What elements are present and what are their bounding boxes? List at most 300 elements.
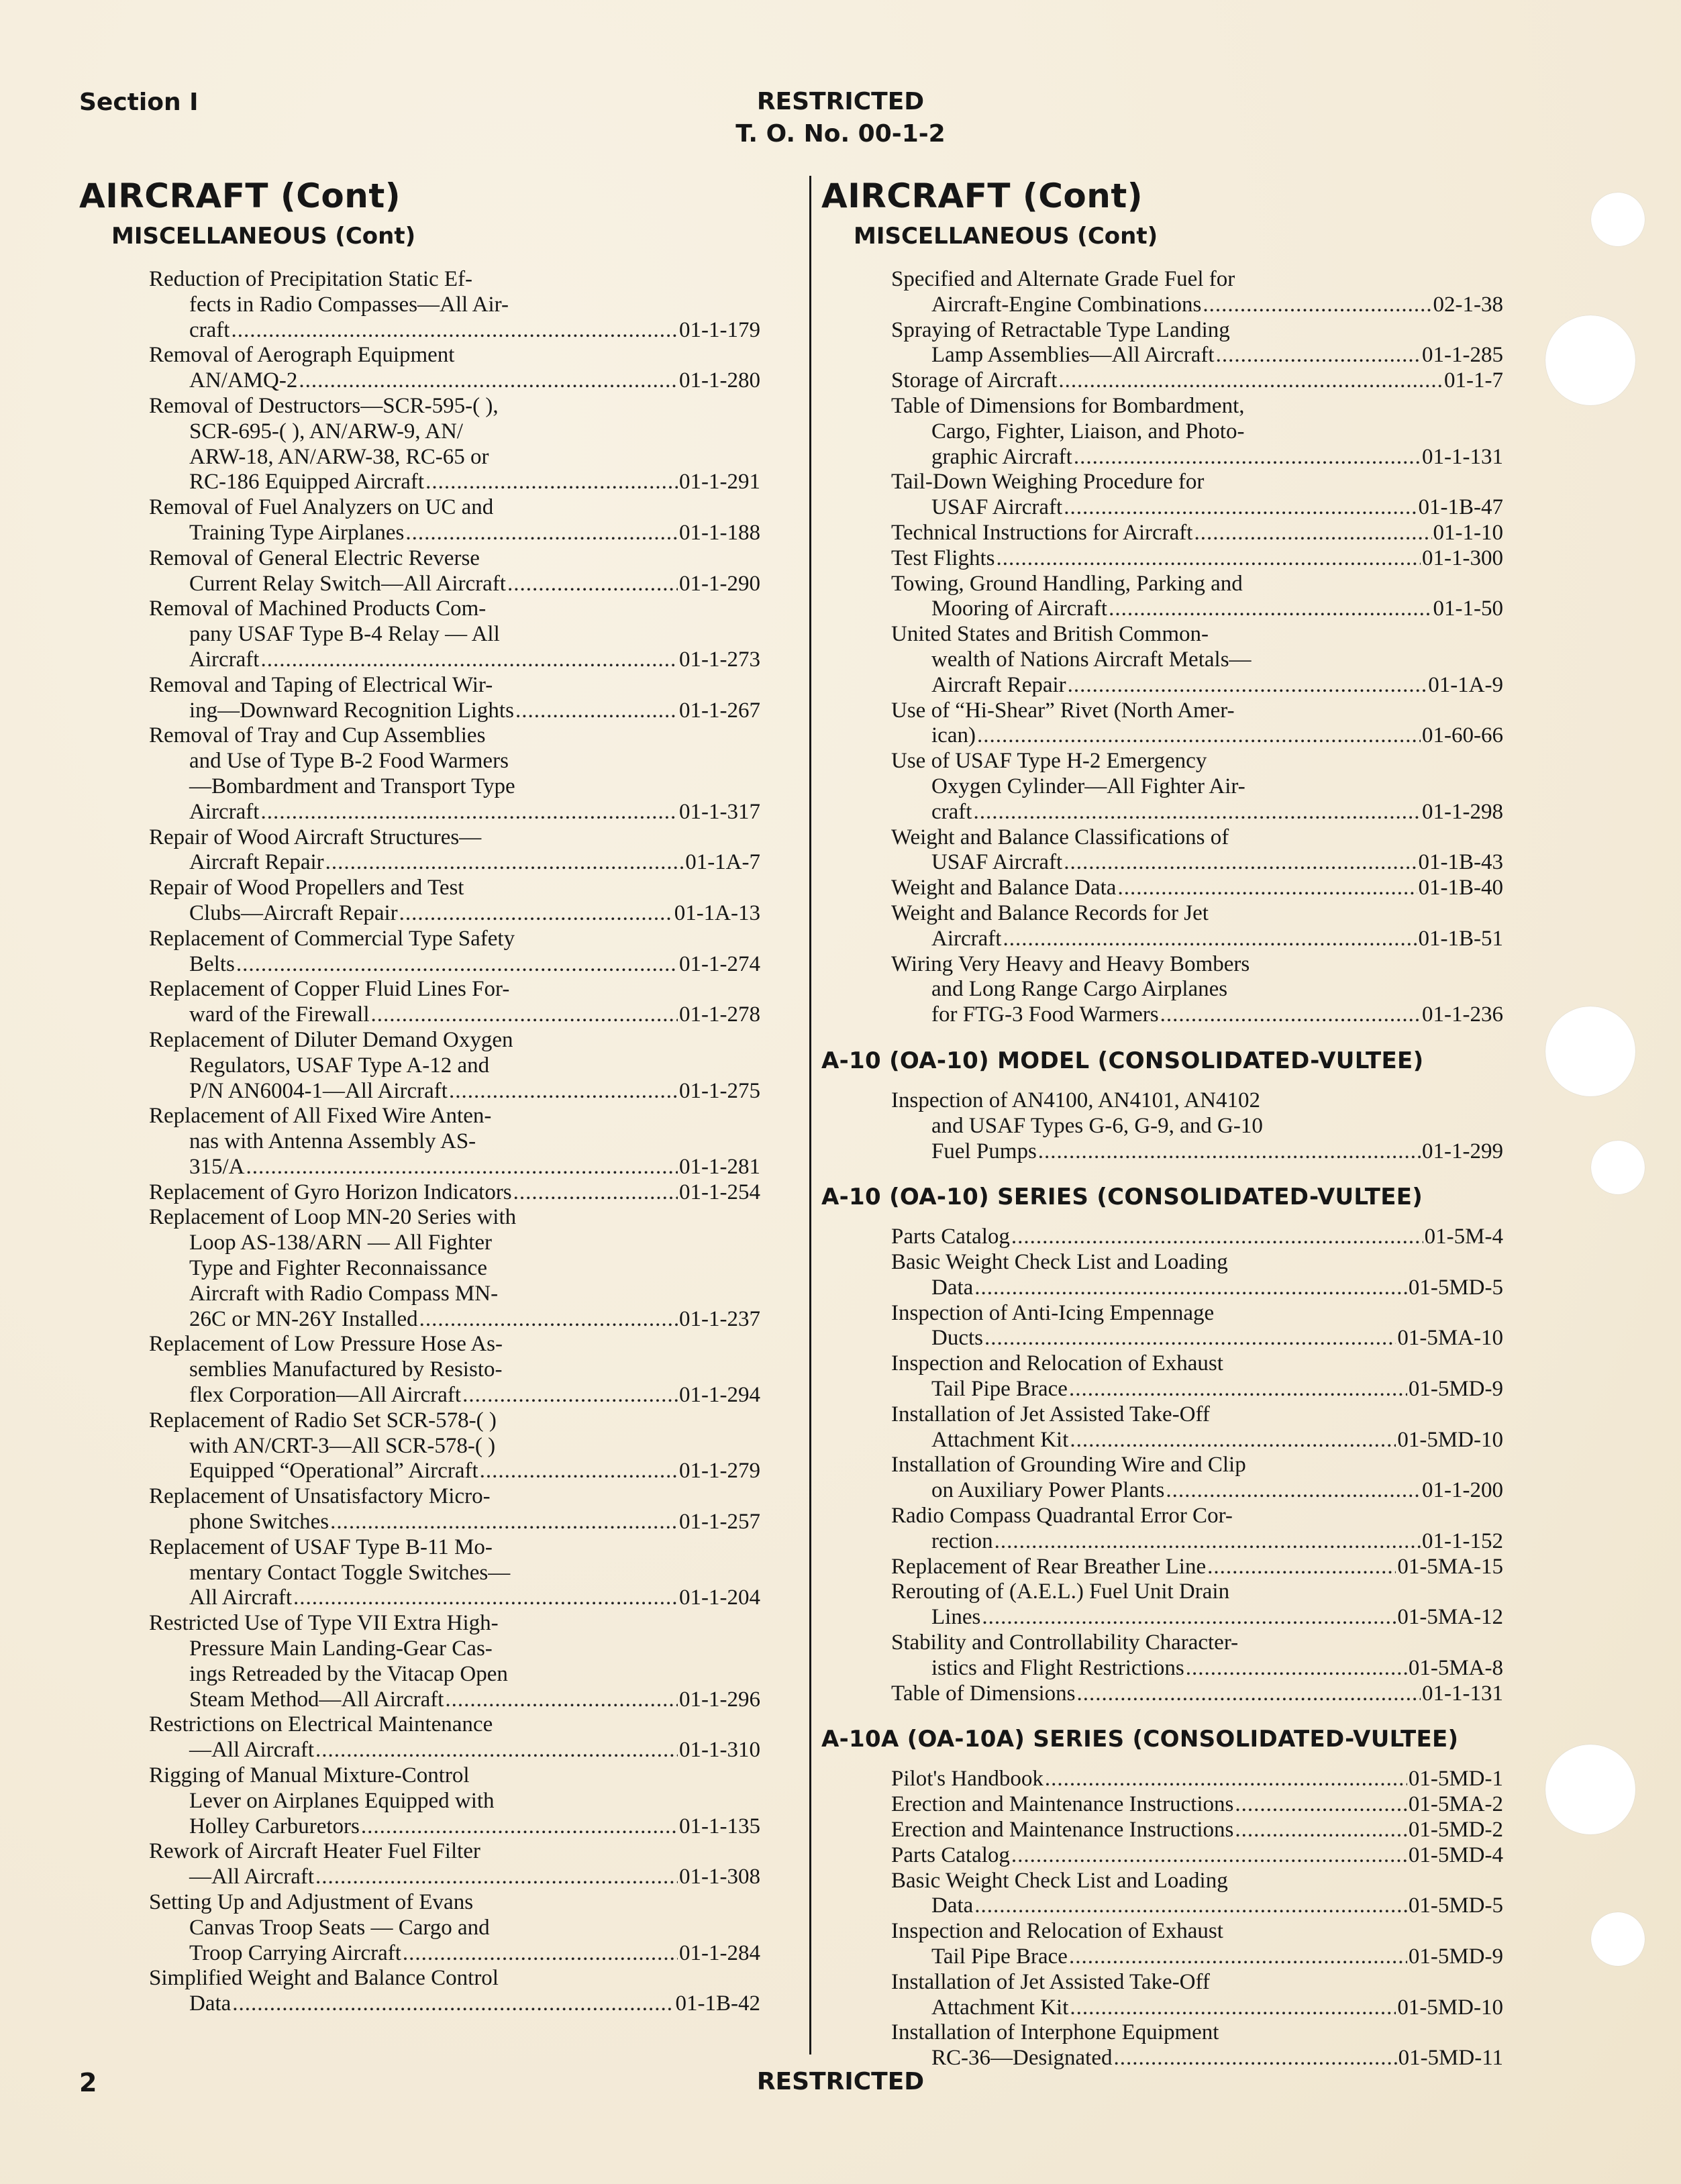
index-entry [891, 267, 1503, 318]
to-reference-number: 01-5MA-15 [1397, 1554, 1503, 1579]
column-divider [809, 176, 811, 2055]
dot-leader [1068, 673, 1427, 698]
entry-title-line: Installation of Jet Assisted Take-Off [891, 1402, 1210, 1426]
entry-title-line: Aircraft-Engine Combinations [931, 292, 1202, 317]
dot-leader [1160, 1002, 1421, 1028]
entry-title-line: Pressure Main Landing-Gear Cas- [189, 1636, 493, 1661]
entry-last-line [891, 1792, 1503, 1818]
index-entry [149, 1205, 760, 1332]
index-entry [891, 470, 1503, 521]
entry-title-line: Steam Method—All Aircraft [189, 1687, 444, 1712]
to-reference-number: 01-1-237 [679, 1306, 760, 1331]
index-entry [149, 1028, 760, 1104]
entry-title-line: RC-186 Equipped Aircraft [189, 470, 425, 495]
entry-title-line: craft [189, 317, 230, 342]
binder-hole [1545, 1006, 1635, 1096]
index-entry [891, 1767, 1503, 1792]
entry-last-line [891, 596, 1503, 622]
to-reference-number: 01-5MA-12 [1397, 1605, 1503, 1630]
model-heading: A-10 (OA-10) MODEL (CONSOLIDATED-VULTEE) [821, 1047, 1424, 1074]
index-entry [891, 394, 1503, 470]
entry-title-line: Restrictions on Electrical Maintenance [149, 1712, 493, 1737]
entry-title-line: Test Flights [891, 545, 995, 570]
to-reference-number: 01-1-296 [679, 1687, 760, 1712]
entry-title-line: Data [931, 1275, 974, 1300]
entry-last-line [891, 927, 1503, 952]
to-reference-number: 01-1-299 [1422, 1139, 1503, 1163]
to-number: T. O. No. 00-1-2 [735, 120, 946, 148]
dot-leader [299, 368, 678, 394]
entry-title-line: Mooring of Aircraft [931, 596, 1108, 621]
entry-last-line [891, 850, 1503, 876]
entry-title-line: craft [931, 799, 972, 824]
entry-title-line: Replacement of USAF Type B-11 Mo- [149, 1535, 493, 1559]
entry-title-line: Installation of Jet Assisted Take-Off [891, 1969, 1210, 1994]
entry-last-line [149, 800, 760, 825]
entry-list [891, 1088, 1503, 1164]
dot-leader [1166, 1478, 1421, 1504]
index-entry [891, 1792, 1503, 1818]
to-reference-number: 01-5MA-2 [1408, 1792, 1503, 1817]
model-heading: A-10A (OA-10A) SERIES (CONSOLIDATED-VULTEE) [821, 1726, 1459, 1753]
entry-title-line: Tail Pipe Brace [931, 1377, 1068, 1402]
entry-title-line: Rerouting of (A.E.L.) Fuel Unit Drain [891, 1579, 1230, 1604]
entry-title-line: wealth of Nations Aircraft Metals— [931, 647, 1252, 672]
entry-title-line: Setting Up and Adjustment of Evans [149, 1890, 474, 1914]
entry-last-line [149, 521, 760, 546]
to-reference-number: 01-5MD-9 [1408, 1944, 1503, 1969]
to-reference-number: 01-1-278 [679, 1002, 760, 1027]
classification-header: RESTRICTED [756, 88, 925, 115]
to-reference-number: 01-5MD-1 [1408, 1767, 1503, 1791]
to-reference-number: 01-1-131 [1422, 444, 1503, 469]
dot-leader [315, 1738, 678, 1763]
entry-title-line: SCR-695-( ), AN/ARW-9, AN/ [189, 419, 463, 444]
entry-title-line: mentary Contact Toggle Switches— [189, 1560, 511, 1585]
dot-leader [232, 1991, 674, 2017]
to-reference-number: 01-1-290 [679, 571, 760, 596]
dot-leader [1074, 445, 1421, 470]
index-entry [891, 749, 1503, 825]
index-entry [149, 1966, 760, 2017]
to-reference-number: 01-1-254 [679, 1180, 760, 1204]
dot-leader [1011, 1225, 1423, 1250]
dot-leader [445, 1687, 678, 1713]
entry-title-line: Spraying of Retractable Type Landing [891, 317, 1230, 342]
model-section [821, 1047, 1503, 1164]
to-reference-number: 01-1-273 [679, 647, 760, 672]
entry-last-line [149, 1941, 760, 1967]
index-entry [891, 1301, 1503, 1352]
to-reference-number: 01-1-317 [679, 799, 760, 824]
to-reference-number: 01-1-285 [1422, 343, 1503, 368]
entry-last-line [149, 1510, 760, 1535]
dot-leader [371, 1002, 678, 1028]
dot-leader [236, 952, 678, 978]
entry-title-line: fects in Radio Compasses—All Air- [189, 292, 509, 317]
binder-hole [1591, 1141, 1645, 1194]
index-entry [149, 1611, 760, 1712]
to-reference-number: 01-5MD-10 [1397, 1995, 1503, 2020]
index-entry [149, 977, 760, 1028]
entry-title-line: Data [931, 1893, 974, 1918]
entry-title-line: Lamp Assemblies—All Aircraft [931, 343, 1215, 368]
entry-title-line: Aircraft Repair [189, 850, 324, 875]
to-reference-number: 01-1-257 [679, 1510, 760, 1535]
entry-title-line: Replacement of Copper Fluid Lines For- [149, 977, 510, 1002]
index-entry [149, 394, 760, 495]
entry-title-line: Replacement of Gyro Horizon Indicators [149, 1180, 512, 1204]
dot-leader [1064, 850, 1417, 876]
dot-leader [1194, 521, 1431, 546]
index-entry [891, 698, 1503, 749]
dot-leader [480, 1459, 678, 1484]
entry-title-line: Replacement of Low Pressure Hose As- [149, 1332, 503, 1357]
dot-leader [1011, 1843, 1407, 1869]
to-reference-number: 01-1-200 [1422, 1478, 1503, 1503]
entry-last-line [891, 876, 1503, 901]
entry-last-line [891, 1605, 1503, 1630]
entry-last-line [149, 901, 760, 927]
to-reference-number: 01-5MD-2 [1408, 1818, 1503, 1842]
dot-leader [1069, 1944, 1407, 1970]
index-entry [891, 368, 1503, 394]
dot-leader [1186, 1656, 1407, 1681]
page-number: 2 [79, 2068, 97, 2097]
entry-title-line: Wiring Very Heavy and Heavy Bombers [891, 951, 1250, 976]
entry-title-line: Replacement of Loop MN-20 Series with [149, 1205, 517, 1230]
entry-last-line [891, 800, 1503, 825]
dot-leader [974, 1276, 1407, 1301]
entry-title-line: —All Aircraft [189, 1865, 315, 1889]
entry-title-line: 315/A [189, 1154, 245, 1179]
entry-title-line: Lever on Airplanes Equipped with [189, 1788, 495, 1813]
right-column [821, 176, 1503, 2071]
entry-title-line: Fuel Pumps [931, 1139, 1037, 1163]
index-entry [891, 825, 1503, 876]
page-header [0, 86, 1681, 150]
to-reference-number: 01-1-291 [679, 470, 760, 495]
entry-title-line: Training Type Airplanes [189, 520, 405, 545]
to-reference-number: 01-1-188 [679, 520, 760, 545]
entry-title-line: ican) [931, 723, 976, 748]
entry-title-line: graphic Aircraft [931, 444, 1072, 469]
index-entry [149, 1332, 760, 1408]
index-entry [891, 572, 1503, 623]
dot-leader [973, 800, 1421, 825]
subcategory-title: MISCELLANEOUS (Cont) [111, 223, 416, 250]
to-reference-number: 01-5M-4 [1424, 1225, 1503, 1249]
to-reference-number: 01-1B-43 [1418, 850, 1503, 875]
index-entry [891, 1818, 1503, 1843]
index-entry [891, 1250, 1503, 1301]
entry-title-line: Holley Carburetors [189, 1814, 360, 1838]
index-entry [149, 723, 760, 825]
entry-title-line: Parts Catalog [891, 1225, 1010, 1249]
entry-title-line: Repair of Wood Propellers and Test [149, 876, 464, 900]
dot-leader [462, 1383, 678, 1408]
entry-last-line [891, 1893, 1503, 1919]
entry-last-line [149, 1687, 760, 1713]
entry-last-line [149, 952, 760, 978]
dot-leader [1070, 1428, 1396, 1453]
index-entry [149, 596, 760, 672]
entry-last-line [891, 546, 1503, 572]
entry-last-line [149, 1002, 760, 1028]
entry-title-line: Equipped “Operational” Aircraft [189, 1459, 478, 1484]
to-reference-number: 01-5MA-10 [1397, 1326, 1503, 1351]
entry-title-line: —Bombardment and Transport Type [189, 774, 515, 798]
dot-leader [1216, 343, 1421, 368]
entry-last-line [891, 1818, 1503, 1843]
index-entry [891, 622, 1503, 698]
entry-title-line: Belts [189, 951, 235, 976]
entry-title-line: AN/AMQ-2 [189, 368, 298, 393]
to-reference-number: 01-1B-42 [675, 1991, 760, 2016]
entry-last-line [891, 1843, 1503, 1869]
to-reference-number: 01-5MD-9 [1408, 1377, 1503, 1402]
entry-last-line [891, 673, 1503, 698]
to-reference-number: 01-1-284 [679, 1940, 760, 1965]
entry-title-line: phone Switches [189, 1510, 329, 1535]
category-title: AIRCRAFT (Cont) [79, 176, 401, 215]
dot-leader [260, 647, 678, 673]
to-reference-number: 01-1-294 [679, 1383, 760, 1408]
to-reference-number: 01-5MD-10 [1397, 1427, 1503, 1452]
entry-last-line [891, 723, 1503, 749]
to-reference-number: 01-1-7 [1444, 368, 1503, 393]
entry-title-line: Replacement of Unsatisfactory Micro- [149, 1484, 491, 1509]
dot-leader [1069, 1377, 1407, 1402]
entry-title-line: rection [931, 1528, 993, 1553]
index-entry [149, 495, 760, 546]
model-section [821, 1183, 1503, 1706]
index-entry [149, 1180, 760, 1206]
entry-last-line [891, 495, 1503, 521]
index-entry [891, 901, 1503, 952]
entry-title-line: Pilot's Handbook [891, 1767, 1043, 1791]
entry-last-line [891, 1428, 1503, 1453]
entry-title-line: Repair of Wood Aircraft Structures— [149, 825, 482, 849]
index-entry [149, 673, 760, 724]
index-entry [891, 1630, 1503, 1681]
left-column [79, 176, 760, 2017]
binder-hole [1591, 1912, 1645, 1966]
section-label: Section I [79, 89, 199, 116]
entry-title-line: Ducts [931, 1326, 983, 1351]
to-reference-number: 01-1-279 [679, 1459, 760, 1484]
entry-title-line: with AN/CRT-3—All SCR-578-( ) [189, 1433, 496, 1458]
entry-last-line [891, 445, 1503, 470]
entry-title-line: Technical Instructions for Aircraft [891, 520, 1193, 545]
to-reference-number: 01-1-300 [1422, 545, 1503, 570]
entry-last-line [891, 1225, 1503, 1250]
entry-title-line: Weight and Balance Classifications of [891, 825, 1229, 849]
index-entry [891, 1555, 1503, 1580]
entry-title-line: Replacement of All Fixed Wire Anten- [149, 1104, 492, 1129]
index-entry [891, 2020, 1503, 2071]
entry-title-line: Troop Carrying Aircraft [189, 1940, 401, 1965]
to-reference-number: 01-1A-7 [685, 850, 760, 875]
entry-last-line [149, 470, 760, 495]
entry-title-line: Removal and Taping of Electrical Wir- [149, 672, 493, 697]
index-entry [891, 1225, 1503, 1250]
to-reference-number: 01-1B-47 [1418, 495, 1503, 520]
entry-title-line: Simplified Weight and Balance Control [149, 1966, 499, 1991]
entry-title-line: ward of the Firewall [189, 1002, 370, 1027]
to-reference-number: 01-5MD-4 [1408, 1842, 1503, 1867]
to-reference-number: 01-1-152 [1422, 1528, 1503, 1553]
binder-hole [1591, 193, 1645, 246]
dot-leader [1076, 1681, 1421, 1707]
entry-last-line [891, 521, 1503, 546]
binder-hole [1545, 1745, 1635, 1834]
dot-leader [1038, 1139, 1421, 1165]
entry-title-line: pany USAF Type B-4 Relay — All [189, 622, 500, 647]
entry-last-line [149, 1738, 760, 1763]
index-entry [891, 1843, 1503, 1869]
entry-last-line [149, 1865, 760, 1890]
entry-last-line [149, 698, 760, 724]
index-entry [891, 1970, 1503, 2021]
index-entry [891, 1453, 1503, 1504]
to-reference-number: 01-1B-40 [1418, 876, 1503, 900]
index-entry [891, 521, 1503, 546]
entry-title-line: Lines [931, 1605, 981, 1630]
index-entry [149, 343, 760, 394]
entry-title-line: Stability and Controllability Character- [891, 1630, 1239, 1655]
index-entry [149, 1484, 760, 1535]
index-entry [891, 546, 1503, 572]
dot-leader [260, 800, 678, 825]
entry-title-line: Basic Weight Check List and Loading [891, 1868, 1228, 1893]
classification-footer: RESTRICTED [756, 2068, 925, 2095]
entry-last-line [149, 850, 760, 876]
dot-leader [1235, 1792, 1407, 1818]
index-entry [891, 1504, 1503, 1555]
index-entry [149, 1104, 760, 1180]
dot-leader [399, 901, 673, 927]
entry-title-line: Data [189, 1991, 232, 2016]
index-entry [891, 1402, 1503, 1453]
entry-title-line: ARW-18, AN/ARW-38, RC-65 or [189, 444, 489, 469]
dot-leader [246, 1155, 678, 1180]
entry-last-line [149, 1180, 760, 1206]
dot-leader [1003, 927, 1417, 952]
entry-title-line: nas with Antenna Assembly AS- [189, 1129, 476, 1154]
entry-last-line [891, 1276, 1503, 1301]
entry-title-line: Inspection and Relocation of Exhaust [891, 1919, 1223, 1944]
dot-leader [330, 1510, 678, 1535]
entry-title-line: and USAF Types G-6, G-9, and G-10 [931, 1113, 1263, 1138]
index-entry [891, 318, 1503, 369]
entry-last-line [891, 1377, 1503, 1402]
to-reference-number: 01-1-236 [1422, 1002, 1503, 1027]
to-reference-number: 01-5MD-5 [1408, 1275, 1503, 1300]
entry-last-line [891, 1944, 1503, 1970]
entry-title-line: Replacement of Radio Set SCR-578-( ) [149, 1408, 497, 1433]
entry-title-line: and Long Range Cargo Airplanes [931, 977, 1228, 1002]
dot-leader [231, 318, 678, 344]
dot-leader [513, 1180, 678, 1206]
entry-title-line: Erection and Maintenance Instructions [891, 1818, 1234, 1842]
dot-leader [405, 521, 678, 546]
dot-leader [1109, 596, 1431, 622]
entry-title-line: 26C or MN-26Y Installed [189, 1306, 418, 1331]
entry-last-line [149, 1383, 760, 1408]
dot-leader [361, 1814, 678, 1840]
entry-last-line [891, 1555, 1503, 1580]
entry-list [891, 267, 1503, 1028]
to-reference-number: 01-1-275 [679, 1078, 760, 1103]
index-entry [149, 876, 760, 927]
entry-title-line: Weight and Balance Records for Jet [891, 900, 1209, 925]
dot-leader [325, 850, 684, 876]
entry-title-line: All Aircraft [189, 1585, 293, 1610]
entry-last-line [891, 1478, 1503, 1504]
entry-last-line [149, 368, 760, 394]
entry-title-line: Rigging of Manual Mixture-Control [149, 1763, 470, 1788]
entry-title-line: Erection and Maintenance Instructions [891, 1792, 1234, 1817]
dot-leader [515, 698, 678, 724]
dot-leader [1207, 1555, 1396, 1580]
entry-title-line: USAF Aircraft [931, 495, 1063, 520]
entry-title-line: Use of “Hi-Shear” Rivet (North Amer- [891, 698, 1235, 723]
to-reference-number: 01-1-179 [679, 317, 760, 342]
entry-title-line: Reduction of Precipitation Static Ef- [149, 267, 473, 291]
entry-list [149, 267, 760, 2017]
to-reference-number: 01-1-274 [679, 951, 760, 976]
dot-leader [1203, 293, 1431, 318]
index-entry [891, 1579, 1503, 1630]
entry-title-line: P/N AN6004-1—All Aircraft [189, 1078, 448, 1103]
to-reference-number: 01-1-298 [1422, 799, 1503, 824]
index-entry [891, 1681, 1503, 1707]
entry-last-line [891, 343, 1503, 368]
to-reference-number: 01-1-135 [679, 1814, 760, 1838]
entry-title-line: Rework of Aircraft Heater Fuel Filter [149, 1839, 480, 1864]
dot-leader [977, 723, 1421, 749]
dot-leader [315, 1865, 678, 1890]
entry-title-line: Inspection and Relocation of Exhaust [891, 1351, 1223, 1376]
to-reference-number: 01-1-267 [679, 698, 760, 723]
index-entry [149, 1535, 760, 1611]
entry-title-line: Tail Pipe Brace [931, 1944, 1068, 1969]
to-reference-number: 01-1-204 [679, 1585, 760, 1610]
model-sections [821, 1047, 1503, 2071]
entry-title-line: Regulators, USAF Type A-12 and [189, 1053, 490, 1078]
index-entry [149, 1890, 760, 1966]
index-entry [891, 952, 1503, 1028]
to-reference-number: 01-1-131 [1422, 1681, 1503, 1706]
index-entry [149, 267, 760, 343]
entry-title-line: Storage of Aircraft [891, 368, 1058, 393]
to-reference-number: 01-1-50 [1433, 596, 1503, 621]
entry-title-line: on Auxiliary Power Plants [931, 1478, 1165, 1503]
entry-title-line: —All Aircraft [189, 1738, 315, 1763]
dot-leader [1235, 1818, 1407, 1843]
dot-leader [1045, 1767, 1407, 1792]
to-reference-number: 01-60-66 [1422, 723, 1503, 748]
entry-title-line: Removal of Machined Products Com- [149, 596, 487, 621]
subcategory-title: MISCELLANEOUS (Cont) [854, 223, 1158, 250]
to-reference-number: 02-1-38 [1433, 292, 1503, 317]
dot-leader [419, 1307, 678, 1333]
entry-title-line: for FTG-3 Food Warmers [931, 1002, 1159, 1027]
entry-title-line: Removal of Fuel Analyzers on UC and [149, 495, 494, 520]
entry-title-line: Basic Weight Check List and Loading [891, 1250, 1228, 1275]
entry-title-line: Cargo, Fighter, Liaison, and Photo- [931, 419, 1245, 444]
